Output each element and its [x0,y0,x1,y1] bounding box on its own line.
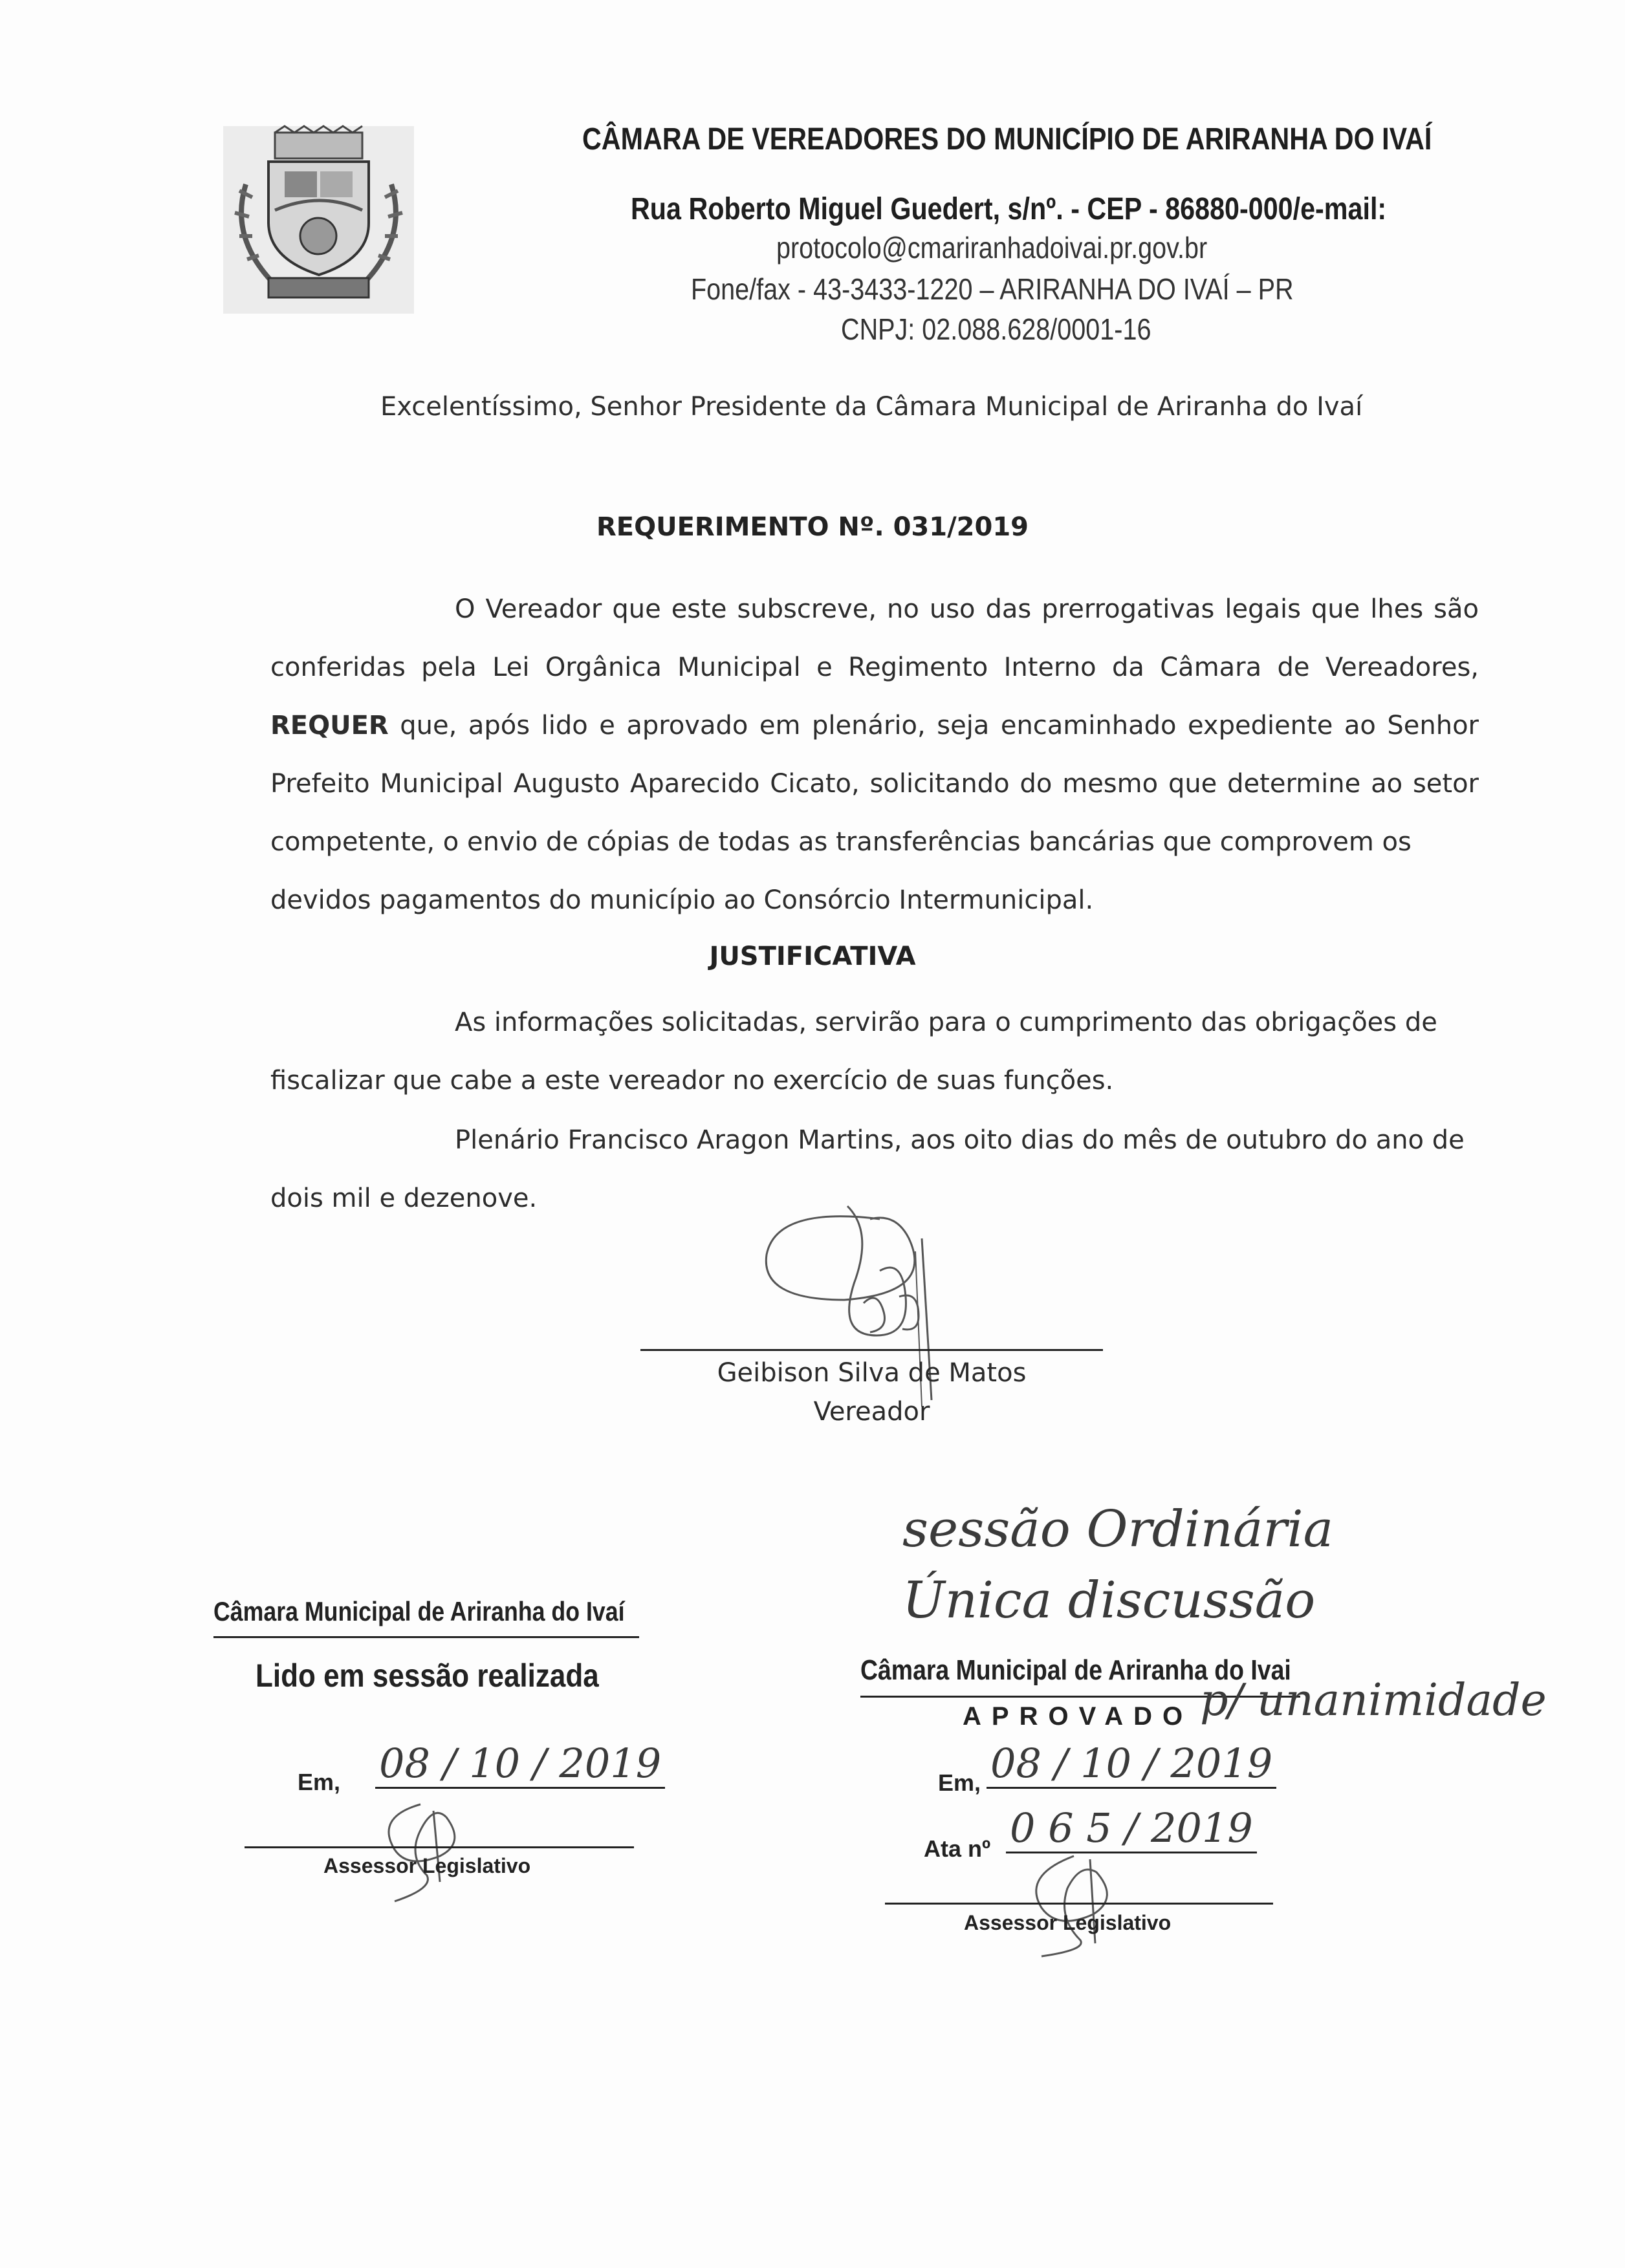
approval-stamp-ata-value: 0 6 5 / 2019 [1006,1804,1257,1853]
approval-stamp-heading: Câmara Municipal de Ariranha do Ivai [860,1654,1291,1686]
request-keyword: REQUER [270,711,389,740]
approval-stamp-ata-label: Ata nº [924,1835,991,1862]
request-text-part2: que, após lido e aprovado em plenário, seja encaminhado expediente ao Senhor Prefeito Municipal Augusto Aparecido Cicato, solicitando do mesmo que determine ao setor competente, o envio de cópias de todas as transferências bancárias que comprovem os [270,711,1479,857]
read-stamp-underline [213,1636,639,1638]
institution-address: Rua Roberto Miguel Guedert, s/nº. - CEP - 86880-000/e-mail: [631,192,1387,226]
signer-name: Geibison Silva de Matos [717,1358,1027,1388]
approval-stamp-date-label: Em, [938,1769,981,1796]
justification-text-last: fiscalizar que cabe a este vereador no exercício de suas funções. [270,1066,1114,1096]
read-stamp-date [375,1740,665,1789]
justification-paragraph [270,993,1479,1110]
institution-name: CÂMARA DE VEREADORES DO MUNICÍPIO DE ARIRANHA DO IVAÍ [582,122,1432,157]
institution-email: protocolo@cmariranhadoivai.pr.gov.br [776,231,1208,265]
institution-cnpj: CNPJ: 02.088.628/0001-16 [841,312,1151,346]
read-stamp-assessor: Assessor Legislativo [323,1854,531,1877]
justification-text-main: As informações solicitadas, servirão para o cumprimento das obrigações de [455,1008,1437,1037]
approval-stamp-date-value: 08 / 10 / 2019 [987,1740,1276,1789]
institution-phone: Fone/fax - 43-3433-1220 – ARIRANHA DO IVAÍ – PR [691,272,1294,306]
read-stamp-signature-line [245,1846,634,1848]
handwritten-discussion-note: Única discussão [902,1571,1316,1630]
request-text-part3: devidos pagamentos do município ao Consórcio Intermunicipal. [270,885,1094,915]
read-stamp-date-label: Em, [298,1769,341,1795]
handwritten-signature-assessor-right [1009,1850,1151,1969]
read-stamp-heading: Câmara Municipal de Ariranha do Ivaí [213,1596,625,1626]
approval-stamp-assessor: Assessor Legislativo [964,1911,1172,1934]
handwritten-signature-assessor-left [362,1798,492,1904]
handwritten-session-note: sessão Ordinária [902,1500,1334,1559]
handwritten-unanimity-note: p/ unanimidade [1200,1675,1547,1726]
approval-stamp-status: APROVADO [963,1702,1194,1731]
request-text-part1: O Vereador que este subscreve, no uso das prerrogativas legais que lhes são conferidas pela Lei Orgânica Municipal e Regimento Interno da Câmara de Vereadores, [270,594,1479,682]
read-stamp-date-value: 08 / 10 / 2019 [375,1740,665,1789]
approval-stamp-ata [1006,1804,1257,1853]
closing-text-last: dois mil e dezenove. [270,1183,538,1213]
signature-line [640,1349,1103,1351]
request-paragraph [270,580,1479,929]
document-title: REQUERIMENTO Nº. 031/2019 [596,512,1029,542]
signer-role: Vereador [813,1397,930,1427]
approval-stamp-signature-line [885,1903,1273,1905]
municipal-coat-of-arms-logo [223,126,414,314]
closing-text-main: Plenário Francisco Aragon Martins, aos oito dias do mês de outubro do ano de [455,1125,1465,1155]
salutation: Excelentíssimo, Senhor Presidente da Câmara Municipal de Ariranha do Ivaí [380,392,1363,422]
read-stamp-text: Lido em sessão realizada [256,1658,599,1694]
justification-title: JUSTIFICATIVA [709,942,916,971]
approval-stamp-date [987,1740,1276,1789]
